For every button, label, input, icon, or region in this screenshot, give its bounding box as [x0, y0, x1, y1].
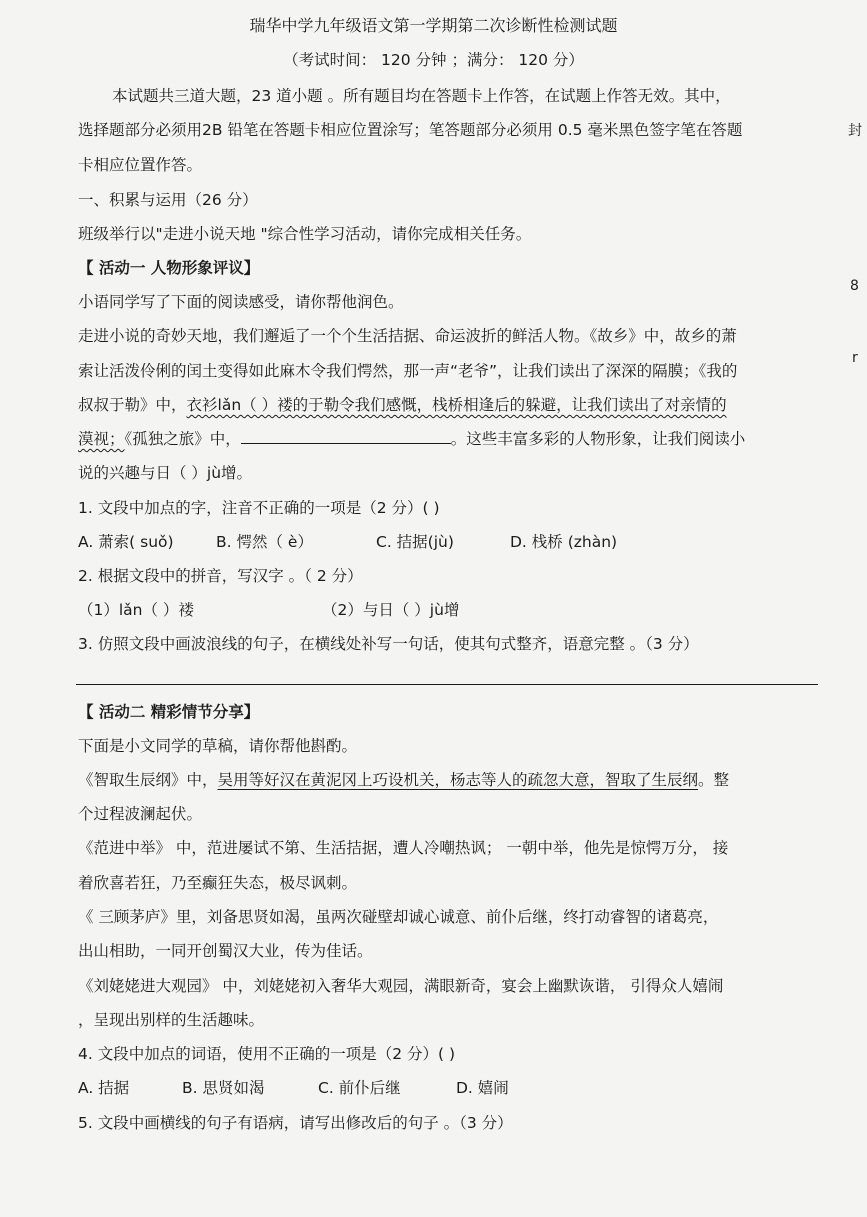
para-text: 。整	[698, 771, 730, 789]
wavy-sentence: 衣衫lǎn（ ）褛的于勒令我们感慨，栈桥相逢后的躲避，让我们读出了对亲情的	[186, 396, 727, 414]
intro-line-3: 卡相应位置作答。	[78, 156, 203, 174]
activity1-para-line-1: 走进小说的奇妙天地，我们邂逅了一个个生活拮据、命运波折的鲜活人物。《故乡》中，故乡的萧	[78, 327, 737, 345]
underlined-sentence: 吴用等好汉在黄泥冈上巧设机关，杨志等人的疏忽大意，智取了生辰纲	[217, 771, 699, 789]
wavy-sentence-end: 漠视；	[78, 430, 125, 448]
question-3: 3. 仿照文段中画波浪线的句子，在横线处补写一句话，使其句式整齐，语意完整 。（3 分）	[78, 635, 699, 653]
question-2: 2. 根据文段中的拼音，写汉字 。（ 2 分）	[78, 567, 363, 585]
activity1-para-line-5: 说的兴趣与日（ ）jù增。	[78, 464, 253, 482]
activity2-line-5: 《 三顾茅庐》里，刘备思贤如渴，虽两次碰壁却诚心诚意、前仆后继，终打动睿智的诸葛亮，	[78, 908, 719, 926]
activity2-heading: 【 活动二 精彩情节分享】	[78, 703, 260, 721]
q1-option-d: D. 栈桥 (zhàn)	[510, 533, 618, 551]
q4-option-c: C. 前仆后继	[318, 1079, 401, 1097]
q2-part-2: （2）与日（ ）jù增	[322, 601, 460, 619]
q4-option-d: D. 嬉闹	[456, 1079, 509, 1097]
activity1-para-line-3	[78, 395, 727, 415]
para-text: 《智取生辰纲》中，	[78, 771, 218, 789]
q1-option-c: C. 拮据(jù)	[376, 533, 454, 551]
para-text: 《孤独之旅》中，	[124, 430, 241, 448]
margin-mark-r: r	[852, 350, 858, 366]
section-task: 班级举行以"走进小说天地 "综合性学习活动，请你完成相关任务。	[78, 225, 532, 243]
intro-line-2: 选择题部分必须用2B 铅笔在答题卡相应位置涂写；笔答题部分必须用 0.5 毫米黑色签字笔在答题	[78, 121, 743, 139]
exam-title: 瑞华中学九年级语文第一学期第二次诊断性检测试题	[249, 16, 618, 35]
activity2-line-1	[78, 770, 729, 790]
q2-part-1: （1）lǎn（ ）褛	[78, 601, 194, 619]
answer-line	[76, 684, 818, 685]
activity1-para-line-2: 索让活泼伶俐的闰土变得如此麻木令我们愕然，那一声“老爷”，让我们读出了深深的隔膜；《我的	[78, 362, 738, 380]
section-heading: 一、积累与运用（26 分）	[78, 191, 258, 209]
activity1-heading: 【 活动一 人物形象评议】	[78, 259, 260, 277]
q1-option-b: B. 愕然（ è）	[216, 533, 313, 551]
activity2-prompt: 下面是小文同学的草稿，请你帮他斟酌。	[78, 737, 358, 755]
para-text: 叔叔于勒》中，	[78, 396, 187, 414]
answer-blank	[241, 429, 451, 444]
question-1: 1. 文段中加点的字，注音不正确的一项是（2 分）( )	[78, 499, 440, 517]
question-5: 5. 文段中画横线的句子有语病，请写出修改后的句子 。（3 分）	[78, 1114, 513, 1132]
activity2-line-4: 着欣喜若狂，乃至癫狂失态，极尽讽刺。	[78, 874, 358, 892]
activity2-line-6: 出山相助，一同开创蜀汉大业，传为佳话。	[78, 942, 373, 960]
question-4: 4. 文段中加点的词语，使用不正确的一项是（2 分）( )	[78, 1045, 456, 1063]
margin-mark-8: 8	[850, 278, 859, 294]
activity1-para-line-4	[78, 429, 745, 449]
q1-option-a: A. 萧索( suǒ)	[78, 533, 174, 551]
activity2-line-2: 个过程波澜起伏。	[78, 805, 203, 823]
para-text: 。这些丰富多彩的人物形象，让我们阅读小	[450, 430, 746, 448]
activity1-prompt: 小语同学写了下面的阅读感受，请你帮他润色。	[78, 293, 404, 311]
q4-option-b: B. 思贤如渴	[182, 1079, 265, 1097]
activity2-line-7: 《刘姥姥进大观园》 中，刘姥姥初入奢华大观园，满眼新奇，宴会上幽默诙谐， 引得众人嬉闹	[78, 977, 724, 995]
intro-line-1: 本试题共三道大题，23 道小题 。所有题目均在答题卡上作答，在试题上作答无效。其中，	[112, 87, 731, 105]
margin-mark-seal: 封	[848, 123, 862, 139]
q4-option-a: A. 拮据	[78, 1079, 130, 1097]
activity2-line-8: ，呈现出别样的生活趣味。	[78, 1011, 265, 1029]
activity2-line-3: 《范进中举》 中，范进屡试不第、生活拮据，遭人冷嘲热讽； 一朝中举，他先是惊愕万分， 接	[78, 839, 729, 857]
exam-subtitle: （考试时间： 120 分钟 ；满分： 120 分）	[283, 51, 584, 69]
